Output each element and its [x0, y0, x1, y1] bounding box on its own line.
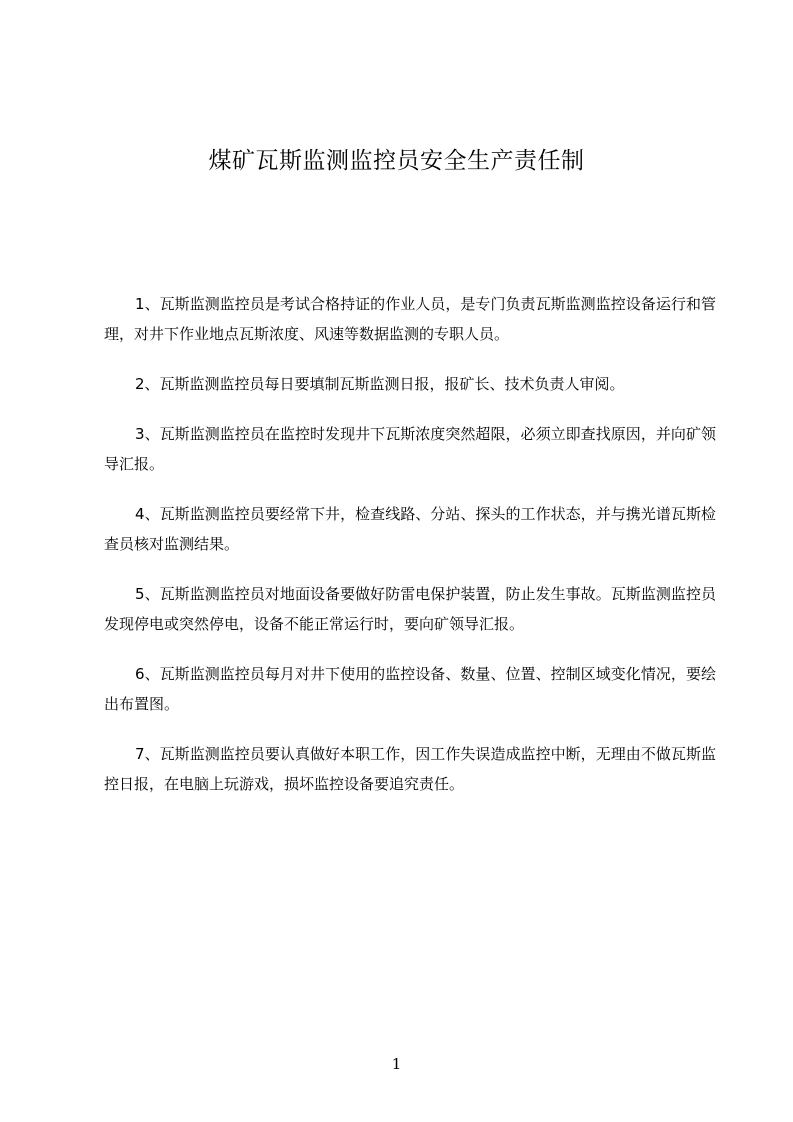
paragraph-7: 7、瓦斯监测监控员要认真做好本职工作，因工作失误造成监控中断，无理由不做瓦斯监控日报，在电脑上玩游戏，损坏监控设备要追究责任。: [104, 745, 716, 793]
paragraph-1: 1、瓦斯监测监控员是考试合格持证的作业人员，是专门负责瓦斯监测监控设备运行和管理，对井下作业地点瓦斯浓度、风速等数据监测的专职人员。: [104, 295, 716, 343]
paragraph-4: 4、瓦斯监测监控员要经常下井，检查线路、分站、探头的工作状态，并与携光谱瓦斯检查员核对监测结果。: [104, 505, 716, 553]
paragraph-2: 2、瓦斯监测监控员每日要填制瓦斯监测日报，报矿长、技术负责人审阅。: [135, 375, 625, 393]
document-body: [104, 289, 716, 819]
paragraph-3: 3、瓦斯监测监控员在监控时发现井下瓦斯浓度突然超限，必须立即查找原因，并向矿领导汇报。: [104, 425, 716, 473]
document-title: 煤矿瓦斯监测监控员安全生产责任制: [208, 148, 585, 174]
page-number: 1: [391, 1055, 402, 1073]
paragraph-6: 6、瓦斯监测监控员每月对井下使用的监控设备、数量、位置、控制区域变化情况，要绘出布置图。: [104, 665, 716, 713]
paragraph-5: 5、瓦斯监测监控员对地面设备要做好防雷电保护装置，防止发生事故。瓦斯监测监控员发现停电或突然停电，设备不能正常运行时，要向矿领导汇报。: [104, 585, 716, 633]
